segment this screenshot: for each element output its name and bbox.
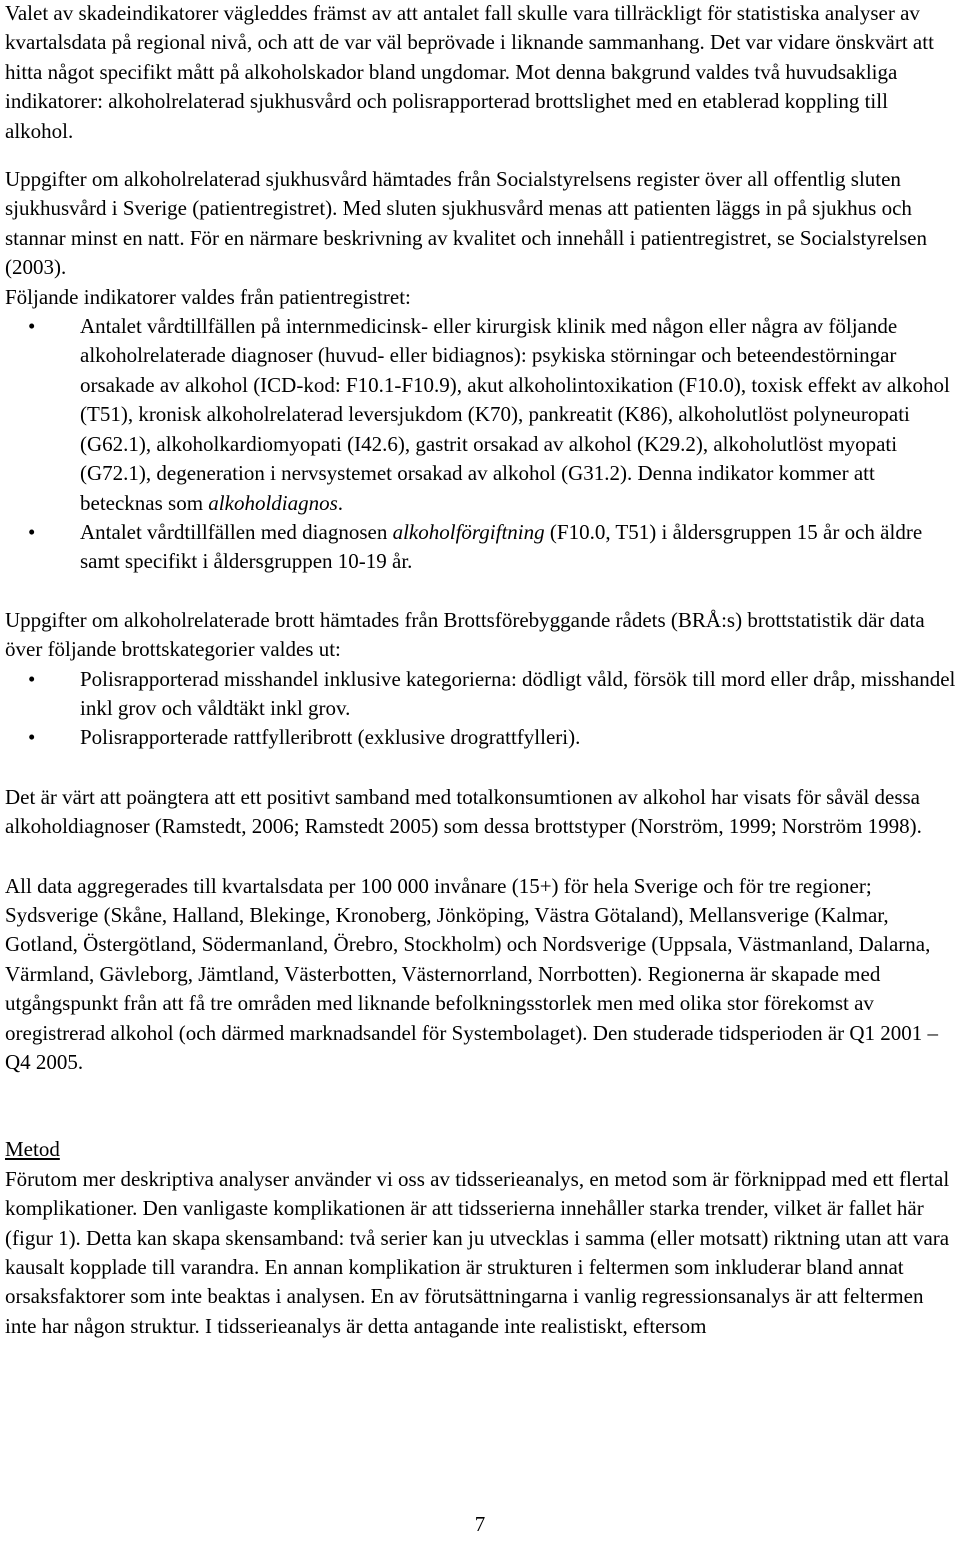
document-page bbox=[5, 0, 958, 1341]
list-item bbox=[5, 518, 958, 577]
patient-register-indicator-list bbox=[5, 312, 958, 577]
list-item bbox=[5, 723, 958, 752]
list-item-text-end: . bbox=[337, 490, 344, 515]
term-alkoholdiagnos: alkoholdiagnos bbox=[208, 490, 338, 515]
bullet-icon: • bbox=[28, 666, 36, 691]
list-item-text: Polisrapporterad misshandel inklusive kategorierna: dödligt våld, försök till mord eller dråp, misshandel inkl grov och våldtäkt inkl grov. bbox=[80, 666, 956, 720]
paragraph-indicator-selection: Valet av skadeindikatorer vägleddes främst av att antalet fall skulle vara tillräckligt för statistiska analyser av kvartalsdata på regional nivå, och att de var väl beprövade i liknande sammanhang. Det var vidare önskvärt att hitta något specifikt mått på alkoholskador bland ungdomar. Mot denna bakgrund valdes två huvudsakliga indikatorer: alkoholrelaterad sjukhusvård och polisrapporterad brottslighet med en etablerad koppling till alkohol. bbox=[5, 1, 934, 143]
paragraph-indicators-intro: Följande indikatorer valdes från patientregistret: bbox=[5, 284, 411, 309]
bullet-icon: • bbox=[28, 314, 36, 339]
list-item-text: Antalet vårdtillfällen på internmedicinsk- eller kirurgisk klinik med någon eller några av följande alkoholrelaterade diagnoser (huvud- eller bidiagnos): psykiska störningar och beteendestörningar orsakade av alkohol (ICD-kod: F10.1-F10.9), akut alkoholintoxikation (F10.0), toxisk effekt av alkohol (T51), kronisk alkoholrelaterad leversjukdom (K70), pankreatit (K86), alkoholutlöst polyneuropati (G62.1), alkoholkardiomyopati (I42.6), gastrit orsakad av alkohol (K29.2), alkoholutlöst myopati (G72.1), degeneration i nervsystemet orsakad av alkohol (G31.2). Denna indikator kommer att betecknas som bbox=[80, 314, 950, 515]
list-item-text: Polisrapporterade rattfylleribrott (exklusive drograttfylleri). bbox=[80, 725, 581, 750]
bullet-icon: • bbox=[28, 725, 36, 750]
paragraph-data-aggregation: All data aggregerades till kvartalsdata per 100 000 invånare (15+) för hela Sverige och för tre regioner; Sydsverige (Skåne, Halland, Blekinge, Kronoberg, Jönköping, Västra Götaland), Mellansverige (Kalmar, Gotland, Östergötland, Södermanland, Örebro, Stockholm) och Nordsverige (Uppsala, Västmanland, Dalarna, Värmland, Gävleborg, Jämtland, Västerbotten, Västernorrland, Norrbotten). Regionerna är skapade med utgångspunkt från att få tre områden med liknande befolkningsstorlek men med olika stor förekomst av oregistrerad alkohol (och därmed marknadsandel för Systembolaget). Den studerade tidsperioden är Q1 2001 – Q4 2005. bbox=[5, 873, 939, 1074]
list-item bbox=[5, 665, 958, 724]
paragraph-positive-association: Det är värt att poängtera att ett positivt samband med totalkonsumtionen av alkohol har visats för såväl dessa alkoholdiagnoser (Ramstedt, 2006; Ramstedt 2005) som dessa brottstyper (Norström, 1999; Norström 1998). bbox=[5, 784, 922, 839]
list-item-text-end: (F10.0, T51) i åldersgruppen 15 år och äldre samt specifikt i åldersgruppen 10-19 år. bbox=[80, 519, 923, 574]
crime-category-list bbox=[5, 665, 958, 753]
bullet-icon: • bbox=[28, 519, 36, 544]
paragraph-hospital-care-source: Uppgifter om alkoholrelaterad sjukhusvård hämtades från Socialstyrelsens register över all offentlig sluten sjukhusvård i Sverige (patientregistret). Med sluten sjukhusvård menas att patienten läggs in på sjukhus och stannar minst en natt. För en närmare beskrivning av kvalitet och innehåll i patientregistret, se Socialstyrelsen (2003). bbox=[5, 167, 927, 280]
list-item bbox=[5, 312, 958, 518]
paragraph-method: Förutom mer deskriptiva analyser använder vi oss av tidsserieanalys, en metod som är förknippad med ett flertal komplikationer. Den vanligaste komplikationen är att tidsserierna innehåller starka trender, vilket är fallet här (figur 1). Detta kan skapa skensamband: två serier kan ju utvecklas i samma (eller motsatt) riktning utan att vara kausalt kopplade till varandra. En annan komplikation är strukturen i feltermen som inkluderar bland annat orsaksfaktorer som inte beaktas i analysen. En av förutsättningarna i vanlig regressionsanalys är att feltermen inte har någon struktur. I tidsserieanalys är detta antagande inte realistiskt, eftersom bbox=[5, 1166, 950, 1338]
page-number: 7 bbox=[474, 1512, 486, 1536]
list-item-text: Antalet vårdtillfällen med diagnosen bbox=[80, 519, 393, 544]
section-heading-metod: Metod bbox=[5, 1137, 60, 1162]
paragraph-crime-source: Uppgifter om alkoholrelaterade brott hämtades från Brottsförebyggande rådets (BRÅ:s) brottstatistik där data över följande brottskategorier valdes ut: bbox=[5, 607, 925, 662]
term-alkoholforgiftning: alkoholförgiftning bbox=[392, 519, 545, 544]
